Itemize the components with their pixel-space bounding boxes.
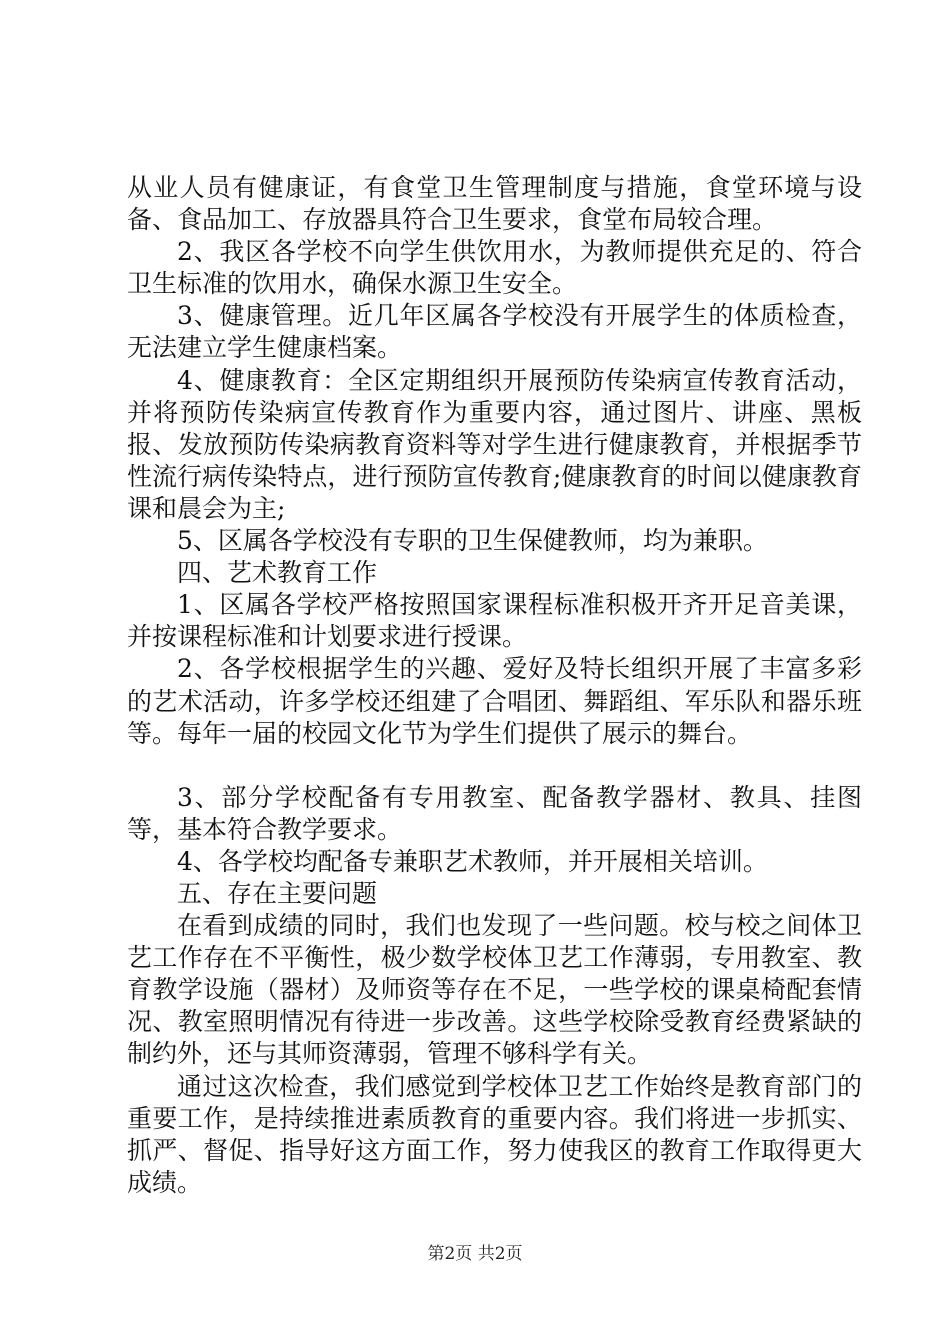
paragraph-health-teachers: 5、区属各学校没有专职的卫生保健教师，均为兼职。 [177, 526, 768, 556]
paragraph-canteen-continued: 从业人员有健康证，有食堂卫生管理制度与措施，食堂环境与设备、食品加工、存放器具符合卫生要求，食堂布局较合理。 [127, 173, 862, 235]
paragraph-problems: 在看到成绩的同时，我们也发现了一些问题。校与校之间体卫艺工作存在不平衡性，极少数学校体卫艺工作薄弱，专用教室、教育教学设施（器材）及师资等存在不足，一些学校的课桌椅配套情况、教室照明情况有待进一步改善。这些学校除受教育经费紧缺的制约外，还与其师资薄弱，管理不够科学有关。 [127, 911, 862, 1069]
section-heading-main-problems: 五、存在主要问题 [177, 878, 378, 908]
paragraph-art-curriculum: 1、区属各学校严格按照国家课程标准积极开齐开足音美课，并按课程标准和计划要求进行授课。 [127, 590, 862, 652]
paragraph-health-education: 4、健康教育：全区定期组织开展预防传染病宣传教育活动，并将预防传染病宣传教育作为重要内容，通过图片、讲座、黑板报、发放预防传染病教育资料等对学生进行健康教育，并根据季节性流行病传染特点，进行预防宣传教育;健康教育的时间以健康教育课和晨会为主; [127, 365, 862, 523]
paragraph-conclusion: 通过这次检查，我们感觉到学校体卫艺工作始终是教育部门的重要工作，是持续推进素质教育的重要内容。我们将进一步抓实、抓严、督促、指导好这方面工作，努力使我区的教育工作取得更大成绩。 [127, 1071, 862, 1197]
paragraph-spacer [127, 750, 862, 782]
paragraph-health-management: 3、健康管理。近几年区属各学校没有开展学生的体质检查，无法建立学生健康档案。 [127, 301, 862, 363]
paragraph-art-classrooms: 3、部分学校配备有专用教室、配备教学器材、教具、挂图等，基本符合教学要求。 [127, 782, 862, 844]
section-heading-art-education: 四、艺术教育工作 [177, 558, 378, 588]
paragraph-drinking-water: 2、我区各学校不向学生供饮用水，为教师提供充足的、符合卫生标准的饮用水，确保水源卫生安全。 [127, 237, 862, 299]
document-body [127, 172, 862, 1199]
paragraph-art-activities: 2、各学校根据学生的兴趣、爱好及特长组织开展了丰富多彩的艺术活动，许多学校还组建了合唱团、舞蹈组、军乐队和器乐班等。每年一届的校园文化节为学生们提供了展示的舞台。 [127, 654, 862, 748]
page-number-footer: 第2页 共2页 [427, 1244, 523, 1264]
paragraph-art-teachers: 4、各学校均配备专兼职艺术教师，并开展相关培训。 [177, 846, 768, 876]
